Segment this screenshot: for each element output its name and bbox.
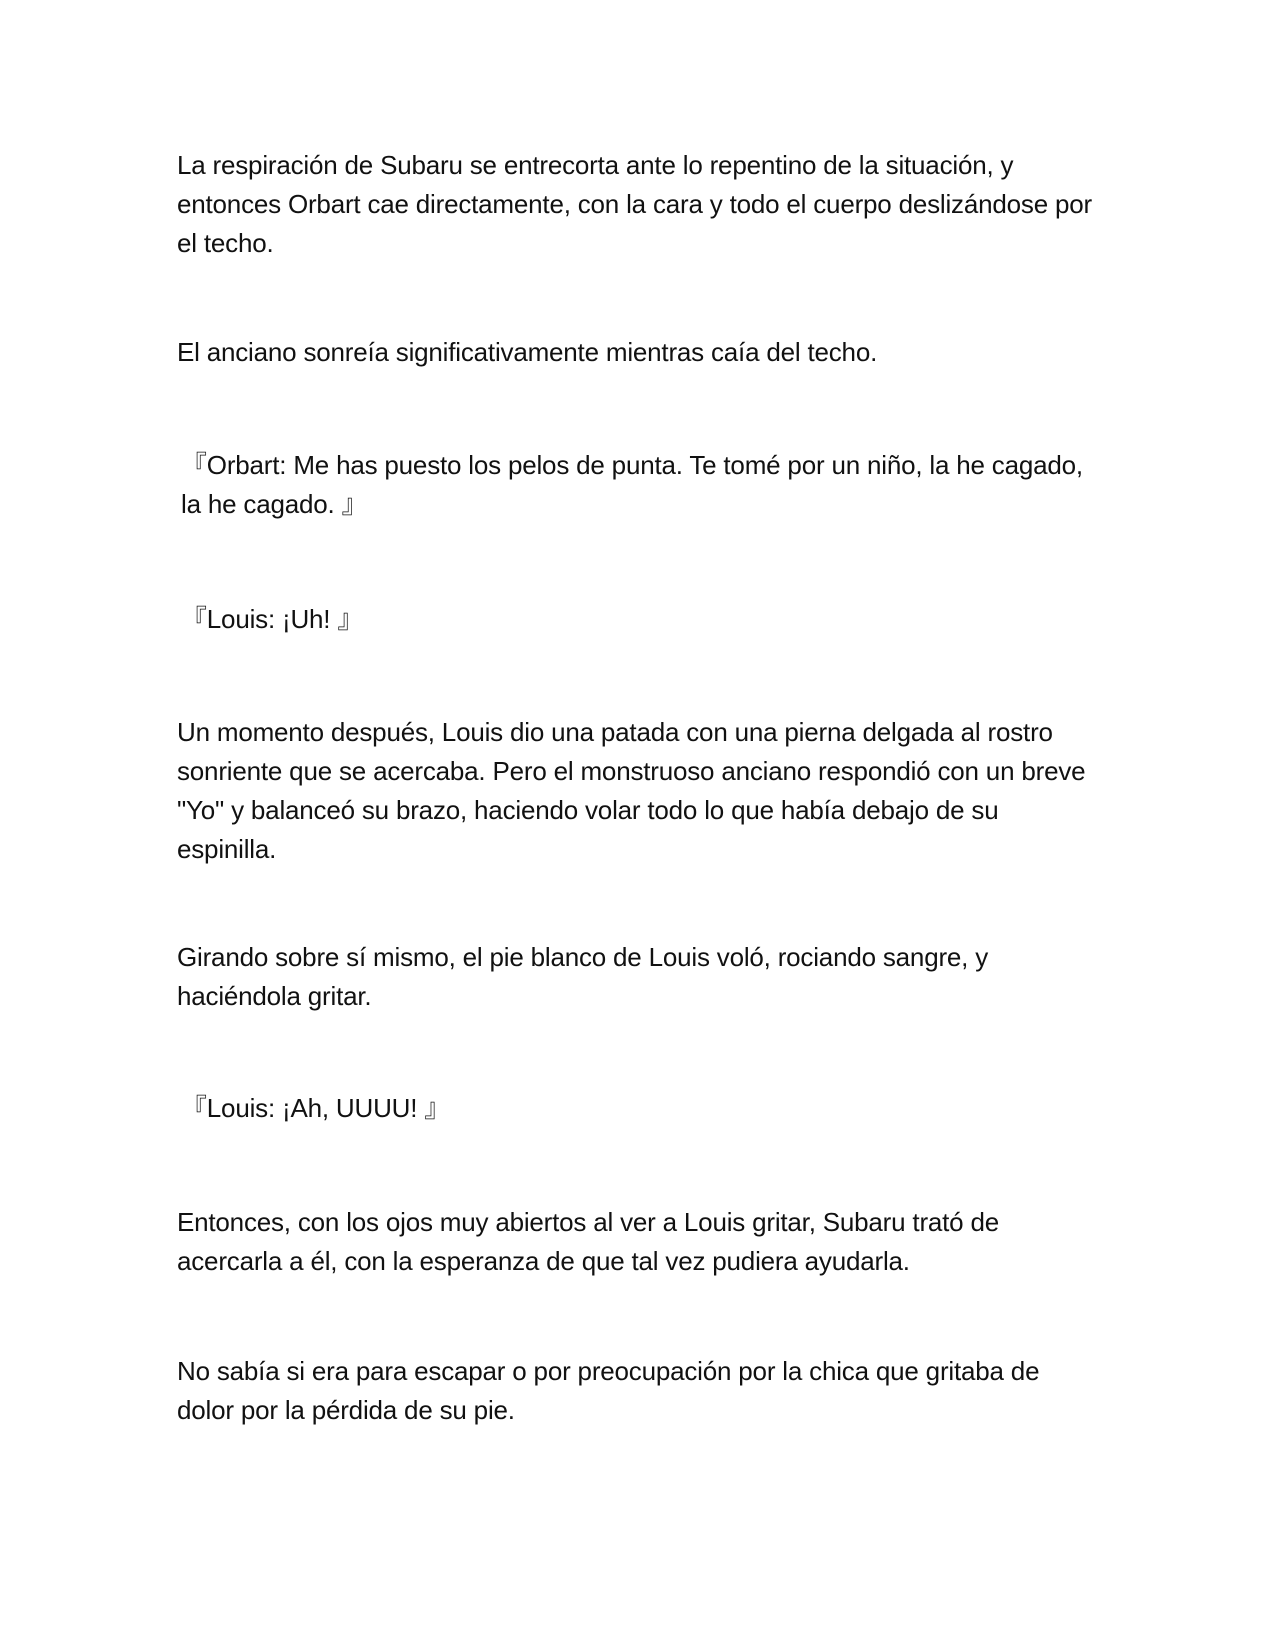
paragraph-narration: Entonces, con los ojos muy abiertos al ver a Louis gritar, Subaru trató de acercarla a él, con la esperanza de que tal vez pudiera ayudarla. xyxy=(177,1207,999,1276)
paragraph-dialogue: 『Orbart: Me has puesto los pelos de punta. Te tomé por un niño, la he cagado, la he cagado. 』 xyxy=(181,450,1083,519)
paragraph-narration: La respiración de Subaru se entrecorta ante lo repentino de la situación, y entonces Orbart cae directamente, con la cara y todo el cuerpo deslizándose por el techo. xyxy=(177,150,1092,258)
paragraph-narration: No sabía si era para escapar o por preocupación por la chica que gritaba de dolor por la pérdida de su pie. xyxy=(177,1356,1040,1425)
paragraph-narration: El anciano sonreía significativamente mientras caía del techo. xyxy=(177,337,878,367)
paragraph-dialogue: 『Louis: ¡Ah, UUUU! 』 xyxy=(181,1093,451,1123)
paragraph-dialogue: 『Louis: ¡Uh! 』 xyxy=(181,604,364,634)
paragraph-narration: Girando sobre sí mismo, el pie blanco de Louis voló, rociando sangre, y haciéndola gritar. xyxy=(177,942,989,1011)
paragraph-narration: Un momento después, Louis dio una patada con una pierna delgada al rostro sonriente que se acercaba. Pero el monstruoso anciano respondió con un breve "Yo" y balanceó su brazo, haciendo volar todo lo que había debajo de su espinilla. xyxy=(177,717,1086,864)
